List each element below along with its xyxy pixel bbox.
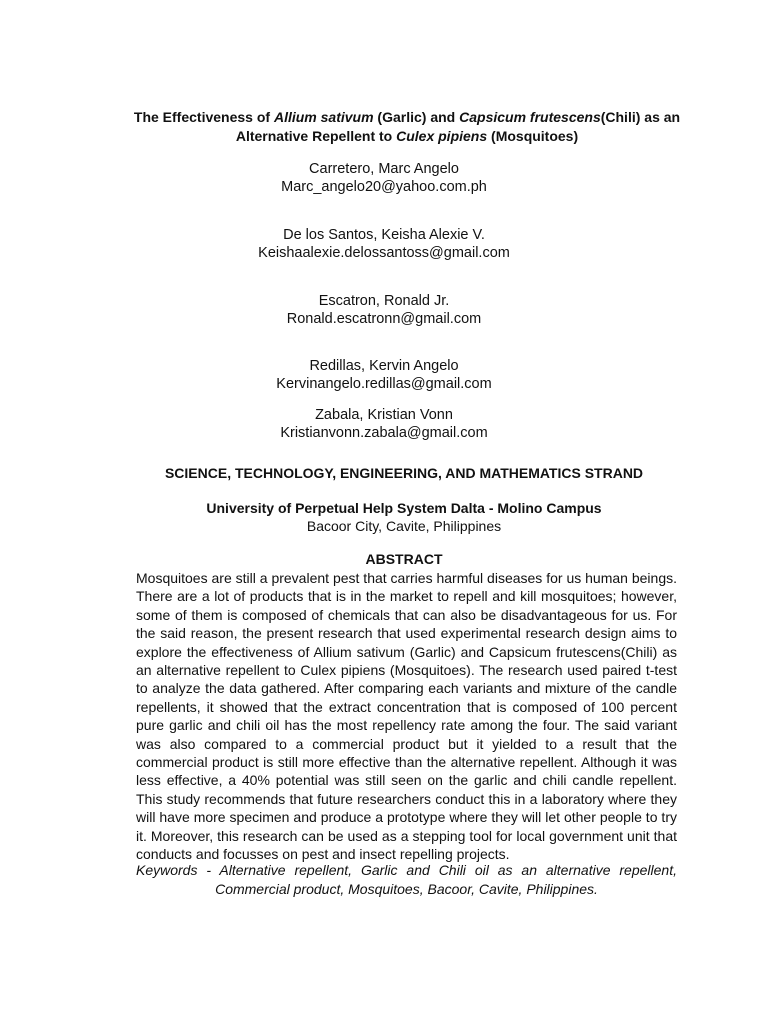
author-email: Kristianvonn.zabala@gmail.com xyxy=(280,425,488,441)
paper-title: The Effectiveness of Allium sativum (Garlic) and Capsicum frutescens(Chili) as an Alternative Repellent to Culex pipiens (Mosquitoes) xyxy=(133,109,681,144)
author-block xyxy=(0,357,768,393)
abstract-body: Mosquitoes are still a prevalent pest that carries harmful diseases for us human beings. There are a lot of products that is in the market to repell and kill mosquitoes; however, some of them is composed of chemicals that can also be disadvantageous for us. For the said reason, the present research that used experimental research design aims to explore the effectiveness of Allium sativum (Garlic) and Capsicum frutescens(Chili) as an alternative repellent to Culex pipiens (Mosquitoes). The research used paired t-test to analyze the data gathered. After comparing each variants and mixture of the candle repellents, it showed that the extract concentration that is composed of 100 percent pure garlic and chili oil has the most repellency rate among the four. The said variant was also compared to a commercial product but it yielded to a result that the commercial product is still more effective than the alternative repellent. Although it was less effective, a 40% potential was still seen on the garlic and chili candle repellent. This study recommends that future researchers conduct this in a laboratory where they will have more specimen and produce a prototype where they will let other people to try it. Moreover, this research can be used as a stepping tool for local government unit that conducts and focusses on pest and insect repelling projects. xyxy=(136,570,677,863)
author-email: Kervinangelo.redillas@gmail.com xyxy=(276,376,492,392)
affiliation xyxy=(0,499,768,535)
author-block xyxy=(0,406,768,442)
university-location: Bacoor City, Cavite, Philippines xyxy=(306,518,502,534)
author-block xyxy=(0,160,768,196)
author-email: Keishaalexie.delossantoss@gmail.com xyxy=(258,245,510,261)
author-name: Escatron, Ronald Jr. xyxy=(318,293,450,309)
author-name: Zabala, Kristian Vonn xyxy=(315,407,453,423)
strand-heading: SCIENCE, TECHNOLOGY, ENGINEERING, AND MATHEMATICS STRAND xyxy=(164,465,644,481)
author-name: Redillas, Kervin Angelo xyxy=(309,358,459,374)
university-name: University of Perpetual Help System Dalta - Molino Campus xyxy=(206,500,602,516)
abstract-heading: ABSTRACT xyxy=(365,551,443,567)
author-name: De los Santos, Keisha Alexie V. xyxy=(283,227,485,243)
author-block xyxy=(0,292,768,328)
keywords: Keywords - Alternative repellent, Garlic and Chili oil as an alternative repellent, Commercial product, Mosquitoes, Bacoor, Cavite, Philippines. xyxy=(136,862,677,897)
author-email: Ronald.escatronn@gmail.com xyxy=(286,311,482,327)
author-email: Marc_angelo20@yahoo.com.ph xyxy=(281,179,487,195)
author-block xyxy=(0,226,768,262)
author-name: Carretero, Marc Angelo xyxy=(309,161,459,177)
